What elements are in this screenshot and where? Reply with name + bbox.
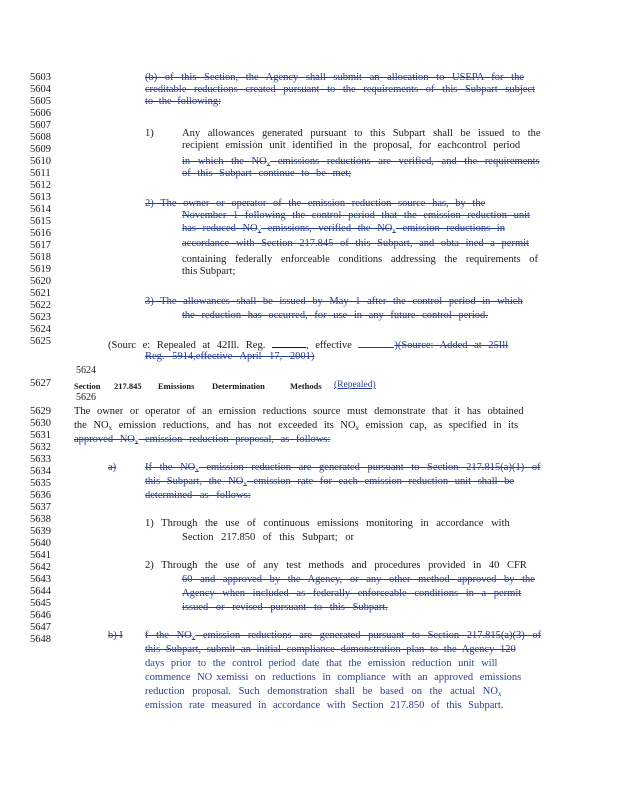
line-number: 5619: [30, 264, 51, 275]
line-number: 5612: [30, 180, 51, 191]
deleted-text: has reduced $NO_x$ emissions, verified the $NO_x$ emission reductions in: [182, 223, 505, 235]
body-text: commence NO xemissi on reductions in compliance with an approved emissions: [145, 672, 522, 683]
line-number: 5616: [30, 228, 51, 239]
line-number: 5618: [30, 252, 51, 263]
body-text: emission rate measured in accordance with Section 217.850 of this Subpart.: [145, 700, 504, 711]
deleted-text: issued or revised pursuant to this Subpart.: [182, 602, 388, 613]
line-number: 5645: [30, 598, 51, 609]
body-text: containing federally enforceable conditions addressing the requirements of: [182, 254, 539, 265]
line-number: 5629: [30, 406, 51, 417]
line-number: 5638: [30, 514, 51, 525]
line-number: 5627: [30, 378, 51, 389]
heading-word: Methods: [290, 381, 322, 391]
line-number: 5631: [30, 430, 51, 441]
line-number: 5614: [30, 204, 51, 215]
line-number: 5610: [30, 156, 51, 167]
line-number: 5604: [30, 84, 51, 95]
body-text: 2) Through the use of any test methods and procedures provided in 40 CFR: [145, 560, 527, 571]
line-number: 5624: [76, 365, 96, 376]
line-number: 5622: [30, 300, 51, 311]
line-number: 5648: [30, 634, 51, 645]
deleted-text: this Subpart, submit an initial compliance demonstration plan to the Agency 120: [145, 644, 516, 655]
line-number: 5646: [30, 610, 51, 621]
line-number: 5642: [30, 562, 51, 573]
list-label: a): [108, 462, 117, 473]
deleted-text: 3) The allowances shall be issued by May 1 after the control period in which: [145, 296, 523, 307]
body-text: the $NO_x$ emission reductions, and has not exceeded its $NO_x$ emission cap, as specified in its: [74, 420, 519, 432]
body-text: reduction proposal. Such demonstration shall be based on the actual $NO_x$: [145, 686, 502, 698]
heading-word: Determination: [212, 381, 265, 391]
line-number: 5641: [30, 550, 51, 561]
body-text: days prior to the control period date that the emission reduction unit will: [145, 658, 498, 669]
line-number: 5609: [30, 144, 51, 155]
line-number: 5613: [30, 192, 51, 203]
line-number: 5643: [30, 574, 51, 585]
line-number: 5644: [30, 586, 51, 597]
deleted-text: of this Subpart continue to be met;: [182, 168, 352, 179]
deleted-text: approved $NO_x$ emission reduction proposal, as follows:: [74, 434, 331, 446]
deleted-text: creditable reductions created pursuant to the requirements of this Subpart subject: [145, 84, 535, 95]
line-number: 5617: [30, 240, 51, 251]
deleted-text: the reduction has occurred, for use in any future control period.: [182, 310, 488, 321]
line-number: 5603: [30, 72, 51, 83]
body-text: this Subpart;: [182, 266, 236, 277]
list-label: b) I: [108, 630, 123, 641]
heading-word: Emissions: [158, 381, 195, 391]
inserted-text: (Repealed): [334, 380, 376, 390]
body-text: Any allowances generated pursuant to this Subpart shall be issued to the: [182, 128, 541, 139]
deleted-text: f the $NO_x$ emission reductions are generated pursuant to Section 217.815(a)(3) of: [145, 630, 542, 642]
line-number: 5637: [30, 502, 51, 513]
line-number: 5626: [76, 392, 96, 403]
deleted-text: (b) of this Section, the Agency shall submit an allocation to USEPA for the: [145, 72, 524, 83]
line-number: 5633: [30, 454, 51, 465]
deleted-text: to the following:: [145, 96, 221, 107]
line-number: 5611: [30, 168, 51, 179]
body-text: recipient emission unit identified in the proposal, for eachcontrol period: [182, 140, 521, 151]
deleted-text: 2) The owner or operator of the emission reduction source has, by the: [145, 198, 486, 209]
deleted-text: November 1 following the control period that the emission reduction unit: [182, 210, 530, 221]
line-number: 5639: [30, 526, 51, 537]
line-number: 5640: [30, 538, 51, 549]
line-number: 5636: [30, 490, 51, 501]
section-number: 217.845: [114, 381, 142, 391]
line-number: 5607: [30, 120, 51, 131]
body-text: 1) Through the use of continuous emissions monitoring in accordance with: [145, 518, 510, 529]
line-number: 5620: [30, 276, 51, 287]
section-label: Section: [74, 381, 101, 391]
deleted-text: accordance with Section 217.845 of this Subpart, and obta ined a permit: [182, 238, 529, 249]
line-number: 5624: [30, 324, 51, 335]
line-number: 5630: [30, 418, 51, 429]
line-number: 5605: [30, 96, 51, 107]
line-number: 5632: [30, 442, 51, 453]
line-number: 5606: [30, 108, 51, 119]
line-number: 5623: [30, 312, 51, 323]
deleted-text: determined as follows:: [145, 490, 251, 501]
deleted-text: in which the $NO_x$ emissions reductions are verified, and the requirements: [182, 156, 540, 168]
source-note: (Sourc e: Repealed at 42Ill. Reg. , effective )(Source: Added at 25Ill: [108, 340, 509, 351]
line-number: 5608: [30, 132, 51, 143]
deleted-text: 60 and approved by the Agency, or any other method approved by the: [182, 574, 535, 585]
body-text: The owner or operator of an emission reductions source must demonstrate that it has obtained: [74, 406, 524, 417]
deleted-text: this Subpart, the $NO_x$ emission rate for each emission reduction unit shall be: [145, 476, 515, 488]
line-number: 5615: [30, 216, 51, 227]
list-number: 1): [145, 128, 154, 139]
deleted-text: If the $NO_x$ emission reduction are generated pursuant to Section 217.815(a)(1) of: [145, 462, 541, 474]
line-number: 5625: [30, 336, 51, 347]
line-number: 5621: [30, 288, 51, 299]
line-number: 5635: [30, 478, 51, 489]
line-number: 5647: [30, 622, 51, 633]
body-text: Section 217.850 of this Subpart; or: [182, 532, 354, 543]
deleted-text: Reg. 5914,effective April 17, 2001): [145, 351, 315, 362]
deleted-text: Agency when included as federally enforceable conditions in a permit: [182, 588, 522, 599]
line-number: 5634: [30, 466, 51, 477]
